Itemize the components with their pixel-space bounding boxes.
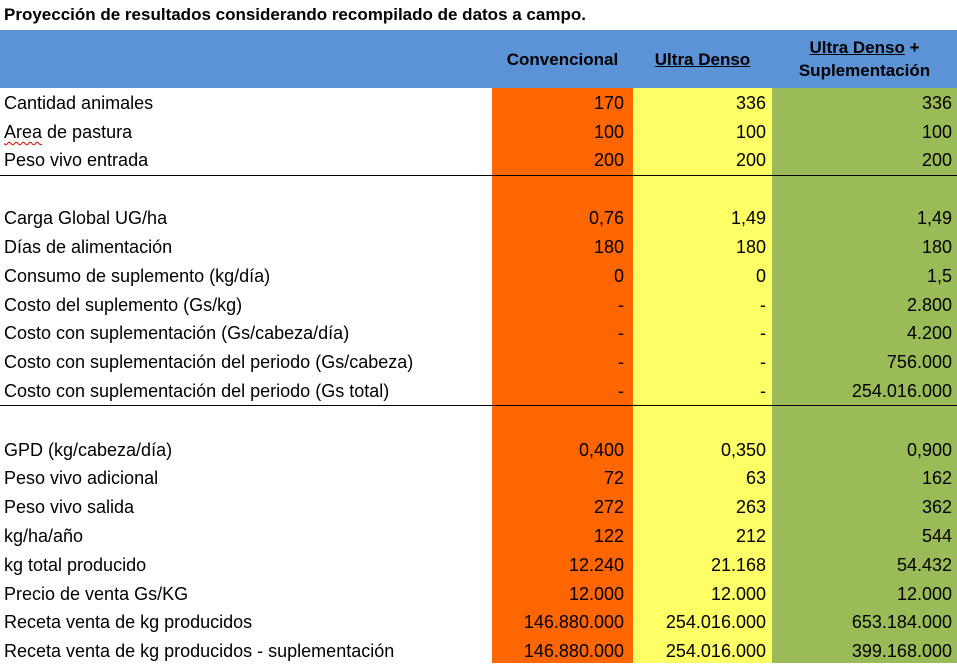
table-row <box>0 291 957 320</box>
table-row <box>0 637 957 666</box>
table-row <box>0 118 957 147</box>
cell-convencional: 200 <box>593 150 624 170</box>
table-row <box>0 493 957 522</box>
row-label: Consumo de suplemento (kg/día) <box>4 266 271 286</box>
cell-ultra-denso: 336 <box>735 93 766 113</box>
table-row <box>0 522 957 551</box>
cell-convencional: 272 <box>593 497 624 517</box>
cell-ultra-denso: - <box>760 381 766 401</box>
cell-ultra-denso-suplementacion: 100 <box>921 122 952 142</box>
table-header <box>0 30 957 88</box>
column-header-line2: Suplementación <box>798 61 931 80</box>
cell-ultra-denso-suplementacion: 362 <box>921 497 952 517</box>
cell-convencional: 100 <box>593 122 624 142</box>
cell-convencional: - <box>618 295 624 315</box>
cell-ultra-denso-suplementacion: 162 <box>921 468 952 488</box>
row-label: Días de alimentación <box>4 237 173 257</box>
cell-ultra-denso-suplementacion: 4.200 <box>906 323 952 343</box>
cell-ultra-denso: 1,49 <box>730 208 766 228</box>
cell-convencional: 170 <box>593 93 624 113</box>
table-row <box>0 348 957 377</box>
table-row <box>0 319 957 348</box>
cell-ultra-denso: - <box>760 323 766 343</box>
table-row <box>0 551 957 580</box>
cell-ultra-denso-suplementacion: 1,49 <box>916 208 952 228</box>
cell-ultra-denso: 200 <box>735 150 766 170</box>
column-header-ultra-denso-suplementacion <box>772 30 957 88</box>
cell-ultra-denso-suplementacion: 180 <box>921 237 952 257</box>
cell-convencional: - <box>618 352 624 372</box>
section-divider <box>0 405 957 406</box>
cell-convencional: 12.000 <box>568 584 624 604</box>
table-row <box>0 580 957 609</box>
row-label: Peso vivo entrada <box>4 150 149 170</box>
cell-ultra-denso: 263 <box>735 497 766 517</box>
row-label: Peso vivo adicional <box>4 468 159 488</box>
table-row <box>0 146 957 175</box>
row-label <box>4 118 132 147</box>
cell-convencional: 146.880.000 <box>523 612 624 632</box>
row-label: Precio de venta Gs/KG <box>4 584 189 604</box>
row-label: Carga Global UG/ha <box>4 208 168 228</box>
cell-ultra-denso: 12.000 <box>710 584 766 604</box>
cell-ultra-denso: 254.016.000 <box>665 612 766 632</box>
cell-convencional: 122 <box>593 526 624 546</box>
cell-ultra-denso-suplementacion: 544 <box>921 526 952 546</box>
cell-ultra-denso: 100 <box>735 122 766 142</box>
cell-ultra-denso: 180 <box>735 237 766 257</box>
column-header-line1: Ultra Denso <box>809 38 905 57</box>
cell-ultra-denso-suplementacion: 399.168.000 <box>851 641 952 661</box>
cell-convencional: 0,400 <box>578 440 624 460</box>
cell-ultra-denso-suplementacion: 336 <box>921 93 952 113</box>
cell-convencional: - <box>618 381 624 401</box>
row-label: Peso vivo salida <box>4 497 135 517</box>
row-label: Cantidad animales <box>4 93 154 113</box>
row-label: Costo con suplementación (Gs/cabeza/día) <box>4 323 350 343</box>
table-row <box>0 377 957 406</box>
cell-ultra-denso: 63 <box>745 468 766 488</box>
row-label: Costo del suplemento (Gs/kg) <box>4 295 243 315</box>
cell-ultra-denso-suplementacion: 254.016.000 <box>851 381 952 401</box>
row-label: kg/ha/año <box>4 526 84 546</box>
cell-ultra-denso-suplementacion: 54.432 <box>896 555 952 575</box>
column-header-ultra-denso: Ultra Denso <box>654 49 751 69</box>
table-row <box>0 89 957 118</box>
cell-convencional: 180 <box>593 237 624 257</box>
row-label: Receta venta de kg producidos <box>4 612 253 632</box>
cell-ultra-denso-suplementacion: 12.000 <box>896 584 952 604</box>
row-label: kg total producido <box>4 555 147 575</box>
cell-convencional: 0 <box>613 266 624 286</box>
cell-ultra-denso: 0,350 <box>720 440 766 460</box>
cell-ultra-denso: - <box>760 295 766 315</box>
row-label: Costo con suplementación del periodo (Gs total) <box>4 381 390 401</box>
row-label: Receta venta de kg producidos - suplementación <box>4 641 395 661</box>
cell-convencional: 72 <box>603 468 624 488</box>
row-label: GPD (kg/cabeza/día) <box>4 440 173 460</box>
table-row <box>0 464 957 493</box>
cell-ultra-denso-suplementacion: 200 <box>921 150 952 170</box>
cell-ultra-denso-suplementacion: 1,5 <box>926 266 952 286</box>
cell-convencional: 12.240 <box>568 555 624 575</box>
column-header-convencional: Convencional <box>506 49 619 69</box>
row-label-rest: de pastura <box>42 122 133 142</box>
cell-ultra-denso: 21.168 <box>710 555 766 575</box>
section-divider <box>0 175 957 176</box>
cell-ultra-denso: 0 <box>755 266 766 286</box>
cell-convencional: 146.880.000 <box>523 641 624 661</box>
cell-ultra-denso: - <box>760 352 766 372</box>
cell-ultra-denso-suplementacion: 756.000 <box>886 352 952 372</box>
page-title: Proyección de resultados considerando recompilado de datos a campo. <box>4 5 586 24</box>
cell-ultra-denso-suplementacion: 0,900 <box>906 440 952 460</box>
cell-convencional: 0,76 <box>588 208 624 228</box>
row-label-spellcheck-word: Area <box>4 122 43 142</box>
cell-convencional: - <box>618 323 624 343</box>
table-row <box>0 436 957 465</box>
cell-ultra-denso-suplementacion: 653.184.000 <box>851 612 952 632</box>
table-row <box>0 262 957 291</box>
column-header-plus: + <box>904 38 920 57</box>
cell-ultra-denso: 212 <box>735 526 766 546</box>
cell-ultra-denso: 254.016.000 <box>665 641 766 661</box>
table-row <box>0 608 957 637</box>
row-label: Costo con suplementación del periodo (Gs/cabeza) <box>4 352 414 372</box>
table-row <box>0 204 957 233</box>
cell-ultra-denso-suplementacion: 2.800 <box>906 295 952 315</box>
table-row <box>0 233 957 262</box>
